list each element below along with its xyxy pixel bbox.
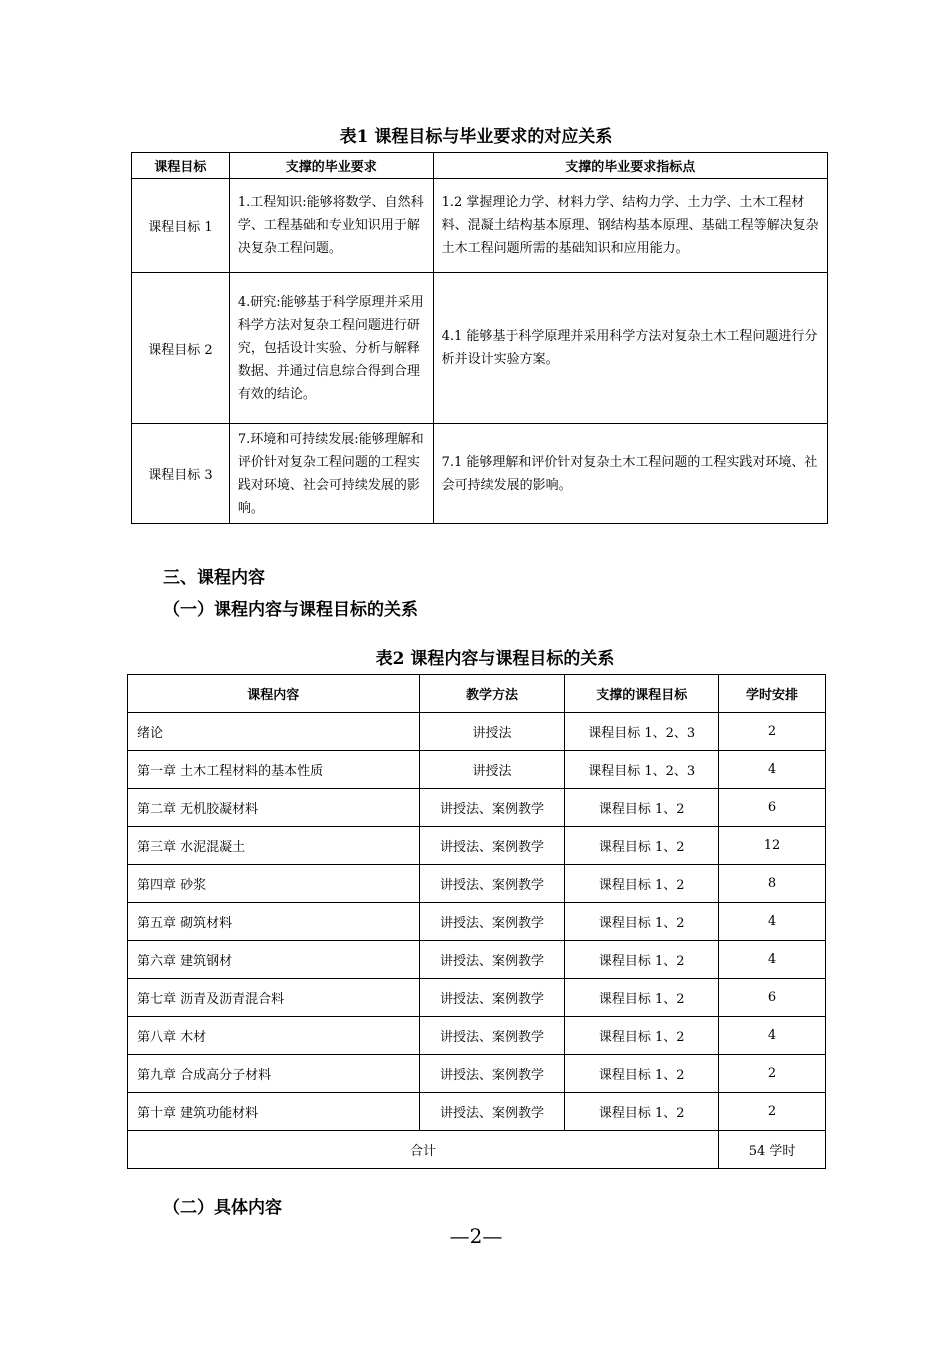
table2-goal-cell: 课程目标 1、2 — [565, 827, 719, 865]
table2-method-cell: 讲授法、案例教学 — [419, 789, 565, 827]
table1-header-goal: 课程目标 — [132, 153, 230, 179]
table2-method-cell: 讲授法、案例教学 — [419, 1017, 565, 1055]
table2-goal-cell: 课程目标 1、2 — [565, 789, 719, 827]
table2-method-cell: 讲授法、案例教学 — [419, 1093, 565, 1131]
table2-method-cell: 讲授法、案例教学 — [419, 941, 565, 979]
table2-hours-cell: 2 — [719, 1055, 826, 1093]
table2-hours-cell: 4 — [719, 903, 826, 941]
table2-content-cell: 第十章 建筑功能材料 — [128, 1093, 420, 1131]
table1-requirement-cell: 7.环境和可持续发展:能够理解和评价针对复杂工程问题的工程实践对环境、社会可持续发展的影响。 — [229, 424, 433, 524]
table2-row — [128, 1093, 826, 1131]
table1-indicator-cell: 7.1 能够理解和评价针对复杂土木工程问题的工程实践对环境、社会可持续发展的影响。 — [433, 424, 827, 524]
table2-goal-cell: 课程目标 1、2 — [565, 1093, 719, 1131]
table2-goal-cell: 课程目标 1、2、3 — [565, 751, 719, 789]
table2-content-cell: 第七章 沥青及沥青混合料 — [128, 979, 420, 1017]
table2-method-cell: 讲授法、案例教学 — [419, 903, 565, 941]
table2-row — [128, 789, 826, 827]
table2-header-goal: 支撑的课程目标 — [565, 675, 719, 713]
table2-method-cell: 讲授法 — [419, 751, 565, 789]
table2-total-label: 合计 — [128, 1131, 719, 1169]
table2-method-cell: 讲授法 — [419, 713, 565, 751]
table2-goal-cell: 课程目标 1、2 — [565, 1055, 719, 1093]
table1 — [131, 152, 828, 524]
table1-row — [132, 424, 828, 524]
table2-goal-cell: 课程目标 1、2 — [565, 903, 719, 941]
table2-row — [128, 903, 826, 941]
table2-row — [128, 1055, 826, 1093]
page-number: —2— — [449, 1224, 503, 1248]
table1-row — [132, 273, 828, 424]
table2-header-method: 教学方法 — [419, 675, 565, 713]
table1-requirement-cell: 1.工程知识:能够将数学、自然科学、工程基础和专业知识用于解决复杂工程问题。 — [229, 179, 433, 273]
table2-content-cell: 第二章 无机胶凝材料 — [128, 789, 420, 827]
table2-row — [128, 979, 826, 1017]
table1-header-indicator: 支撑的毕业要求指标点 — [433, 153, 827, 179]
table1-goal-cell: 课程目标 3 — [132, 424, 230, 524]
table2-header-content: 课程内容 — [128, 675, 420, 713]
table2-row — [128, 1017, 826, 1055]
table2-row — [128, 941, 826, 979]
table2-hours-cell: 4 — [719, 941, 826, 979]
table2 — [127, 674, 826, 1169]
table2-content-cell: 第三章 水泥混凝土 — [128, 827, 420, 865]
table2-hours-cell: 2 — [719, 1093, 826, 1131]
table2-total-row — [128, 1131, 826, 1169]
table2-hours-cell: 8 — [719, 865, 826, 903]
table2-content-cell: 第五章 砌筑材料 — [128, 903, 420, 941]
table2-row — [128, 865, 826, 903]
table1-row — [132, 179, 828, 273]
subsection2-heading: （二）具体内容 — [163, 1198, 282, 1218]
table2-hours-cell: 6 — [719, 979, 826, 1017]
table2-content-cell: 第九章 合成高分子材料 — [128, 1055, 420, 1093]
table1-header-requirement: 支撑的毕业要求 — [229, 153, 433, 179]
table2-goal-cell: 课程目标 1、2、3 — [565, 713, 719, 751]
table2-hours-cell: 4 — [719, 751, 826, 789]
subsection1-heading: （一）课程内容与课程目标的关系 — [163, 600, 418, 620]
table2-content-cell: 第一章 土木工程材料的基本性质 — [128, 751, 420, 789]
table2-content-cell: 第八章 木材 — [128, 1017, 420, 1055]
section3-heading: 三、课程内容 — [163, 568, 265, 588]
table2-content-cell: 绪论 — [128, 713, 420, 751]
table2-content-cell: 第六章 建筑钢材 — [128, 941, 420, 979]
table2-method-cell: 讲授法、案例教学 — [419, 1055, 565, 1093]
table2-caption: 表2 课程内容与课程目标的关系 — [375, 649, 615, 669]
table2-hours-cell: 2 — [719, 713, 826, 751]
table2-header-hours: 学时安排 — [719, 675, 826, 713]
table2-method-cell: 讲授法、案例教学 — [419, 865, 565, 903]
table1-indicator-cell: 1.2 掌握理论力学、材料力学、结构力学、土力学、土木工程材料、混凝土结构基本原理、钢结构基本原理、基础工程等解决复杂土木工程问题所需的基础知识和应用能力。 — [433, 179, 827, 273]
table2-row — [128, 827, 826, 865]
table2-content-cell: 第四章 砂浆 — [128, 865, 420, 903]
table2-goal-cell: 课程目标 1、2 — [565, 865, 719, 903]
table2-row — [128, 751, 826, 789]
table1-requirement-cell: 4.研究:能够基于科学原理并采用科学方法对复杂工程问题进行研究，包括设计实验、分析与解释数据、并通过信息综合得到合理有效的结论。 — [229, 273, 433, 424]
table2-goal-cell: 课程目标 1、2 — [565, 941, 719, 979]
table2-row — [128, 713, 826, 751]
table2-method-cell: 讲授法、案例教学 — [419, 827, 565, 865]
table1-indicator-cell: 4.1 能够基于科学原理并采用科学方法对复杂土木工程问题进行分析并设计实验方案。 — [433, 273, 827, 424]
table1-goal-cell: 课程目标 2 — [132, 273, 230, 424]
table2-goal-cell: 课程目标 1、2 — [565, 979, 719, 1017]
table2-method-cell: 讲授法、案例教学 — [419, 979, 565, 1017]
table2-total-hours: 54 学时 — [719, 1131, 826, 1169]
table2-goal-cell: 课程目标 1、2 — [565, 1017, 719, 1055]
table1-caption: 表1 课程目标与毕业要求的对应关系 — [339, 127, 613, 147]
table1-goal-cell: 课程目标 1 — [132, 179, 230, 273]
table2-hours-cell: 4 — [719, 1017, 826, 1055]
table2-hours-cell: 12 — [719, 827, 826, 865]
table2-hours-cell: 6 — [719, 789, 826, 827]
